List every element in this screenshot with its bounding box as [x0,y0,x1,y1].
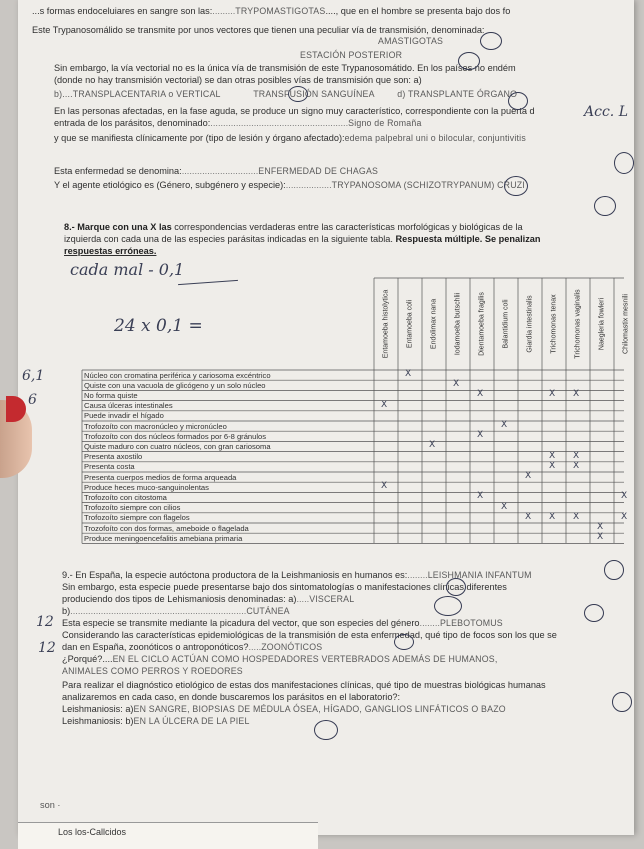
cell-mark: X [549,511,556,522]
q9-line7: dan en España, zoonóticos o antroponóticos?.....ZOONÓTICOS [62,642,323,652]
column-header [614,278,634,370]
column-header [422,278,446,370]
column-header [542,278,566,370]
q9-line12: Leishmaniosis: a)EN SANGRE, BIOPSIAS DE MÉDULA ÓSEA, HÍGADO, GANGLIOS LINFÁTICOS O BAZO [62,704,506,714]
q7-line-disease: Esta enfermedad se denomina:..............................ENFERMEDAD DE CHAGAS [54,166,379,176]
q7-line-nonendemic: (donde no hay transmisión vectorial) se dan otras posibles vías de transmisión que son: a) [54,75,422,85]
margin-mark-b: 12 [38,640,56,656]
cell-mark: X [501,501,508,512]
grade-circle [504,176,528,196]
margin-score: 6,1 [22,368,45,384]
cell-mark: X [597,532,604,543]
row-label: Trofozoíto siempre con cilios [84,503,181,513]
row-label: Presenta costa [84,462,135,472]
grade-circle [604,560,624,580]
column-header [494,278,518,370]
column-header-label: Entamoeba histolytica [382,289,390,359]
q7-line-agent: Y el agente etiológico es (Género, subgénero y especie):..................TRYPANOSOMA (SCHIZOTRYPANUM) CRUZI [54,180,526,190]
row-label: Trofozoíto con dos núcleos formados por 6-8 gránulos [84,431,267,441]
cell-mark: X [477,389,484,400]
grade-circle [480,32,502,50]
cell-mark: X [477,491,484,502]
handwritten-note: Acc. L [584,104,628,120]
margin-mark-a: 12 [36,614,54,630]
grade-circle [612,692,632,712]
cell-mark: X [621,491,628,502]
grade-circle [584,604,604,622]
row-label: Presenta axostilo [84,452,143,462]
q8-table [62,270,630,556]
row-label: No forma quiste [84,391,138,400]
q9-line6: Considerando las características epidemiológicas de la transmisión de esta enfermedad, qué tipo de focos son los que se [62,630,557,640]
row-label: Quiste maduro con cuatro núcleos, con gran cariosoma [84,442,271,451]
row-label: Produce heces muco-sanguinolentas [84,482,209,492]
handwritten-calc: 24 x 0,1 = [114,316,203,336]
column-header-label: Entamoeba coli [406,299,414,349]
row-label: Presenta cuerpos medios de forma arqueada [84,472,237,482]
cell-mark: X [573,511,580,522]
column-header [398,278,422,370]
cell-mark: X [501,420,508,430]
column-header-label: Trichomonas vaginalis [574,289,582,359]
row-label: Quiste con una vacuola de glicógeno y un solo núcleo [84,380,266,390]
grade-circle [594,196,616,216]
cell-mark: X [525,471,532,481]
cell-mark: X [573,460,580,471]
q9-line1: 9.- En España, la especie autóctona productora de la Leishmaniosis en humanos es:........LEISHMANIA INFANTUM [62,570,532,580]
q9-line2: Sin embargo, esta especie puede presentarse bajo dos sintomatologías o manifestaciones clínicas diferentes [62,582,507,592]
column-header-label: Trichomonas tenax [550,294,558,354]
column-header [446,278,470,370]
row-label: Núcleo con cromatina periférica y cariosoma excéntrico [84,370,271,380]
handwritten-scoring: cada mal - 0,1 [70,260,185,279]
cell-mark: X [573,450,580,461]
exam-page [18,0,634,835]
column-header-label: Chilomastix mesnili [622,294,630,354]
q9-line11: analizaremos en cada caso, en donde buscaremos los parásitos en el laboratorio?: [62,692,401,702]
row-label: Produce meningoencefalitis amebiana primaria [84,533,243,543]
q9-line10: Para realizar el diagnóstico etiológico de estas dos manifestaciones clínicas, qué tipo de muestras biológicas humanas [62,680,546,690]
q9-line4: b).....................................................................CUTÁNEA [62,606,290,616]
column-header-label: Dientamoeba fragilis [478,292,486,356]
grade-circle [614,152,634,174]
q7-line-forms: ...s formas endoceluiares en sangre son las:.........TRYPOMASTIGOTAS...., que en el hombre se presenta bajo dos fo [32,6,511,16]
cell-mark: X [597,522,604,532]
cell-mark: X [573,389,580,400]
q8-line1: 8.- Marque con una X las correspondencias verdaderas entre las características morfológicas y biológicas de la [64,222,523,232]
next-page-tab-label: Los los-Callcidos [58,827,127,837]
row-label: Trozofoíto con dos formas, ameboide o flagelada [84,523,249,533]
cell-mark: X [549,389,556,400]
q7-line-routes: b)....TRANSPLACENTARIA o VERTICAL TRANSFUSIÓN SANGUÍNEA d) TRANSPLANTE ÓRGANO [54,89,518,99]
column-header-label: Giardia intestinalis [526,295,534,353]
next-page-tab [18,822,318,849]
cell-mark: X [381,399,388,410]
q7-line-vectors: Este Trypanosomálido se transmite por unos vectores que tienen una peculiar vía de transmisión, denominada: [32,25,485,35]
page-edge-text: son · [40,800,61,810]
cell-mark: X [477,430,484,441]
column-header [590,278,614,370]
cell-mark: X [453,379,460,390]
column-header-label: Endolimax nana [430,298,438,350]
row-label: Puede invadir el hígado [84,411,164,421]
column-header [470,278,494,370]
column-header-label: Iodamoeba butschlii [454,292,462,356]
cell-mark: X [525,511,532,522]
cell-mark: X [549,450,556,461]
margin-score-2: 6 [28,392,37,408]
q7-answer-estacion: ESTACIÓN POSTERIOR [300,50,403,60]
grade-circle [434,596,462,616]
grade-circle [458,52,480,70]
cell-mark: X [429,440,436,451]
cell-mark: X [405,369,412,379]
q7-answer-amastigotas: AMASTIGOTAS [378,36,444,46]
row-label: Trofozoíto con citostoma [84,493,167,502]
row-label: Trofozoíto siempre con flagelos [84,513,190,523]
q9-line3: produciendo dos tipos de Lehismaniosis denominadas: a).....VISCERAL [62,594,355,604]
cell-mark: X [621,511,628,522]
q9-line13: Leishmaniosis: b)EN LA ÚLCERA DE LA PIEL [62,716,250,726]
row-label: Trofozoíto con macronúcleo y micronúcleo [84,421,227,431]
q9-line5: Esta especie se transmite mediante la picadura del vector, que son especies del género........PLEBOTOMUS [62,618,503,628]
column-header [566,278,590,370]
grade-circle [288,86,308,102]
cell-mark: X [381,481,388,492]
q9-line9: ANIMALES COMO PERROS Y ROEDORES [62,666,243,676]
q8-line2: izquierda con cada una de las especies parásitas indicadas en la siguiente tabla. Respuesta múltiple. Se penalizan [64,234,541,244]
row-label: Causa úlceras intestinales [84,401,173,411]
grade-circle [394,634,414,650]
column-header-label: Naegleria fowleri [598,297,606,351]
grade-circle [314,720,338,740]
q7-line-otherways: Sin embargo, la vía vectorial no es la única vía de transmisión de este Trypanosomátido. En los países no endém [54,63,516,73]
q7-line-acute: En las personas afectadas, en la fase aguda, se produce un signo muy característico, correspondiente con la puerta d [54,106,535,116]
column-header [374,278,398,370]
q7-line-clinical: y que se manifiesta clínicamente por (tipo de lesión y órgano afectado):edema palpebral uni o bilocular, conjuntivitis [54,133,526,143]
column-header-label: Balantidium coli [502,299,510,349]
grade-circle [508,92,528,110]
grade-circle [446,578,466,596]
q7-line-entry: entrada de los parásitos, denominado:......................................................Signo de Romaña [54,118,422,128]
cell-mark: X [549,460,556,471]
q9-line8: ¿Porqué?....EN EL CICLO ACTÚAN COMO HOSPEDADORES VERTEBRADOS ADEMÁS DE HUMANOS, [62,654,498,664]
q8-line3: respuestas erróneas. [64,246,157,256]
column-header [518,278,542,370]
